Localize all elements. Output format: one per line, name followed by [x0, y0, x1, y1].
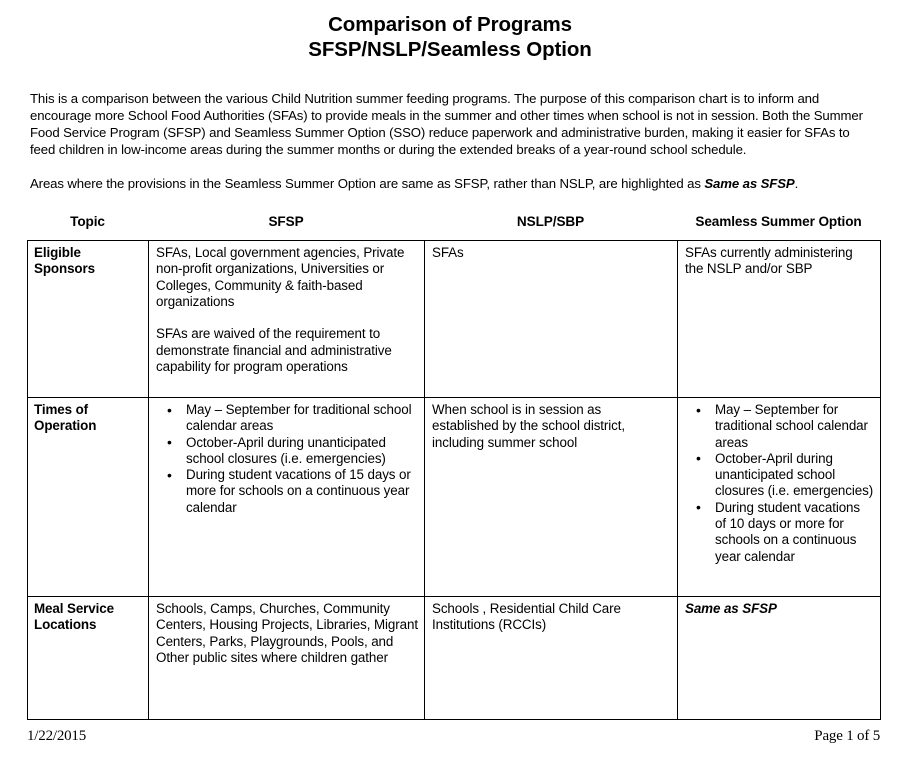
cell-nslp-sbp: When school is in session as established by the school district, including summer school: [425, 398, 678, 597]
list-item: • During student vacations of 10 days or more for schools on a continuous year calendar: [713, 500, 874, 565]
list-item: • May – September for traditional school calendar areas: [713, 402, 874, 451]
table-row: [28, 398, 881, 597]
cell-seamless: SFAs currently administering the NSLP and/or SBP: [678, 241, 881, 398]
bullet-list: [685, 402, 874, 565]
list-item: • October-April during unanticipated school closures (i.e. emergencies): [184, 435, 418, 468]
intro-emphasis-same-as-sfsp: Same as SFSP: [704, 176, 795, 192]
cell-paragraph: SFAs, Local government agencies, Private non-profit organizations, Universities or Colleges, Community & faith-based organizations: [156, 245, 405, 309]
table-column-headers: [27, 214, 880, 236]
cell-sfsp: [149, 398, 425, 597]
intro-paragraph-2-after: .: [794, 176, 799, 192]
cell-seamless: [678, 597, 881, 720]
column-header-topic: Topic: [70, 214, 105, 229]
intro-paragraph-1: This is a comparison between the various Child Nutrition summer feeding programs. The purpose of this comparison chart is to inform and encourage more School Food Authorities (SFAs) to provide meals in the summer and other times when school is not in session. Both the Summer Food Service Program (SFSP) and Seamless Summer Option (SSO) reduce paperwork and administrative burden, making it easier for SFAs to feed children in low-income areas during the summer months or during the extended breaks of a year-round school schedule.: [30, 91, 863, 158]
cell-sfsp: Schools, Camps, Churches, Community Centers, Housing Projects, Libraries, Migrant Centers, Parks, Playgrounds, Pools, and Other public sites where children gather: [149, 597, 425, 720]
comparison-table: [27, 240, 881, 720]
same-as-sfsp-badge: Same as SFSP: [685, 601, 777, 616]
table-row: [28, 241, 881, 398]
bullet-list: [156, 402, 418, 516]
cell-nslp-sbp: SFAs: [425, 241, 678, 398]
list-item: • May – September for traditional school calendar areas: [184, 402, 418, 435]
column-header-sfsp: SFSP: [268, 214, 304, 229]
column-header-nslp-sbp: NSLP/SBP: [516, 214, 585, 229]
intro-paragraph-2: [0, 175, 900, 192]
column-header-seamless-summer-option: Seamless Summer Option: [695, 214, 862, 229]
table-row: [28, 597, 881, 720]
list-item: • October-April during unanticipated school closures (i.e. emergencies): [713, 451, 874, 500]
cell-seamless: [678, 398, 881, 597]
cell-topic: Meal Service Locations: [28, 597, 149, 720]
page-title: [0, 0, 900, 62]
cell-sfsp: [149, 241, 425, 398]
page-footer: [27, 728, 880, 745]
intro-paragraph-2-before: Areas where the provisions in the Seamless Summer Option are same as SFSP, rather than NSLP, are highlighted as: [30, 176, 705, 192]
page-title-line-1: Comparison of Programs: [328, 13, 572, 36]
page-title-line-2: SFSP/NSLP/Seamless Option: [308, 38, 592, 61]
footer-page-number: Page 1 of 5: [814, 728, 880, 744]
cell-topic: Times of Operation: [28, 398, 149, 597]
cell-paragraph: SFAs are waived of the requirement to demonstrate financial and administrative capability for program operations: [156, 326, 392, 375]
footer-date: 1/22/2015: [27, 728, 87, 744]
cell-nslp-sbp: Schools , Residential Child Care Institutions (RCCIs): [425, 597, 678, 720]
list-item: • During student vacations of 15 days or more for schools on a continuous year calendar: [184, 467, 418, 516]
cell-topic: Eligible Sponsors: [28, 241, 149, 398]
